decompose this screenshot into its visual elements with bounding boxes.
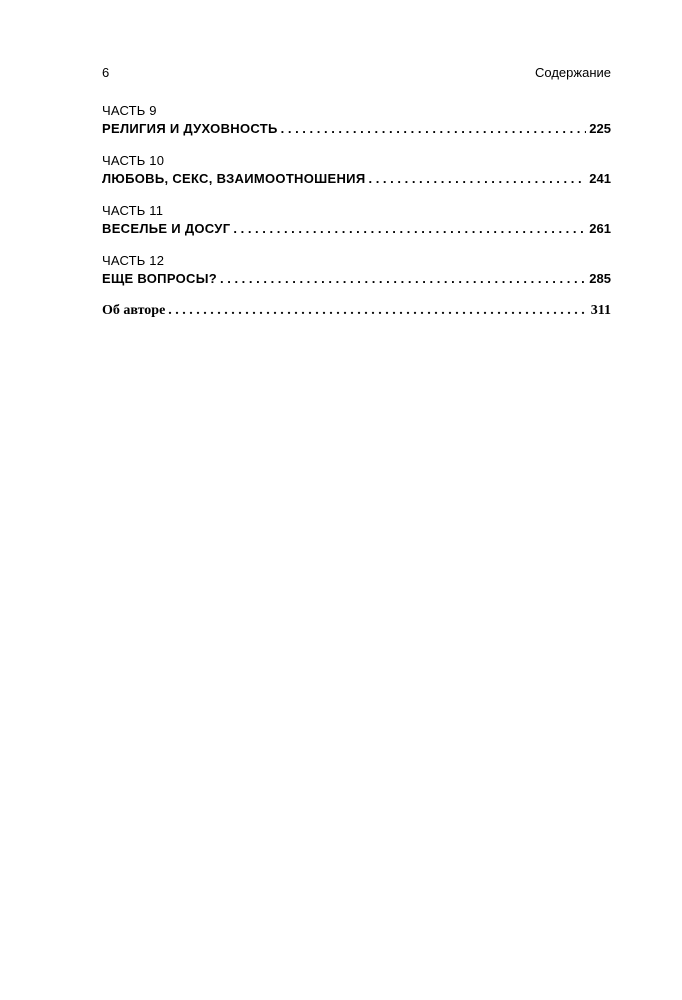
dot-leader xyxy=(368,170,586,188)
toc-part-9 xyxy=(102,102,611,138)
toc-entry-title: ЛЮБОВЬ, СЕКС, ВЗАИМООТНОШЕНИЯ xyxy=(102,171,366,186)
page-number: 6 xyxy=(102,65,110,80)
toc-entry-page: 241 xyxy=(589,171,611,186)
toc-entry-page: 311 xyxy=(590,303,611,318)
toc-entry-title: ВЕСЕЛЬЕ И ДОСУГ xyxy=(102,221,231,236)
toc-about-author xyxy=(102,302,611,320)
toc-entry[interactable] xyxy=(102,302,611,320)
toc-part-10 xyxy=(102,152,611,188)
toc-entry-title: Об авторе xyxy=(102,303,166,318)
toc-entry[interactable] xyxy=(102,220,611,238)
part-label: ЧАСТЬ 12 xyxy=(102,253,165,268)
toc-entry-title: ЕЩЕ ВОПРОСЫ? xyxy=(102,271,217,286)
toc-entry[interactable] xyxy=(102,270,611,288)
part-label: ЧАСТЬ 11 xyxy=(102,203,164,218)
toc-entry[interactable] xyxy=(102,170,611,188)
toc-entry-page: 261 xyxy=(589,221,611,236)
part-label: ЧАСТЬ 10 xyxy=(102,153,165,168)
toc-entry[interactable] xyxy=(102,120,611,138)
dot-leader xyxy=(233,220,586,238)
dot-leader xyxy=(281,120,587,138)
toc-entry-page: 225 xyxy=(589,121,611,136)
running-title: Содержание xyxy=(535,65,611,80)
dot-leader xyxy=(220,270,586,288)
dot-leader xyxy=(168,302,587,320)
toc-entry-title: РЕЛИГИЯ И ДУХОВНОСТЬ xyxy=(102,121,278,136)
page-header xyxy=(102,65,611,85)
toc-part-11 xyxy=(102,202,611,238)
table-of-contents xyxy=(102,102,611,334)
toc-entry-page: 285 xyxy=(589,271,611,286)
part-label: ЧАСТЬ 9 xyxy=(102,103,157,118)
toc-part-12 xyxy=(102,252,611,288)
